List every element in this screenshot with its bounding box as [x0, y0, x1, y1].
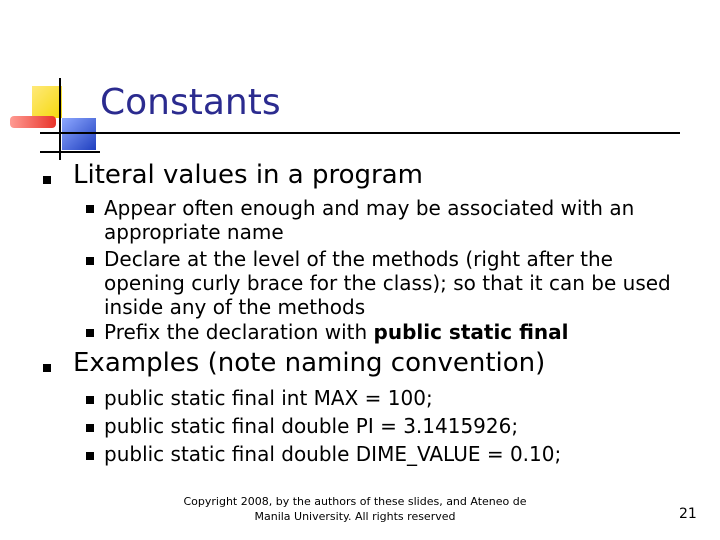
prefix-keywords: public static final [373, 320, 569, 344]
bullet-square-icon [43, 176, 51, 184]
footer-line-2: Manila University. All rights reserved [254, 510, 456, 523]
bullet-square-icon [86, 205, 94, 213]
slide-title: Constants [100, 82, 281, 123]
footer-line-1: Copyright 2008, by the authors of these slides, and Ateneo de [183, 495, 527, 508]
bullet-square-icon [43, 364, 51, 372]
bullet-examples: Examples (note naming convention) [73, 348, 546, 378]
title-rule [40, 132, 680, 134]
bullet-square-icon [86, 396, 94, 404]
sub-bullet-prefix [104, 320, 684, 344]
sub-bullet-declare-level: Declare at the level of the methods (right after the opening curly brace for the class); so that it can be used inside any of the methods [104, 247, 671, 319]
bullet-literal-values: Literal values in a program [73, 160, 423, 190]
copyright-footer [170, 494, 540, 524]
page-number: 21 [679, 506, 697, 522]
example-dime-value: public static final double DIME_VALUE = 0.10; [104, 442, 562, 466]
example-max: public static final int MAX = 100; [104, 386, 433, 410]
prefix-text: Prefix the declaration with [104, 320, 374, 344]
bullet-square-icon [86, 329, 94, 337]
bullet-square-icon [86, 424, 94, 432]
sub-bullet-appear-often: Appear often enough and may be associated with an appropriate name [104, 196, 635, 244]
bullet-square-icon [86, 452, 94, 460]
bullet-square-icon [86, 257, 94, 265]
example-pi: public static final double PI = 3.1415926; [104, 414, 519, 438]
slide-logo-icon [0, 0, 100, 170]
